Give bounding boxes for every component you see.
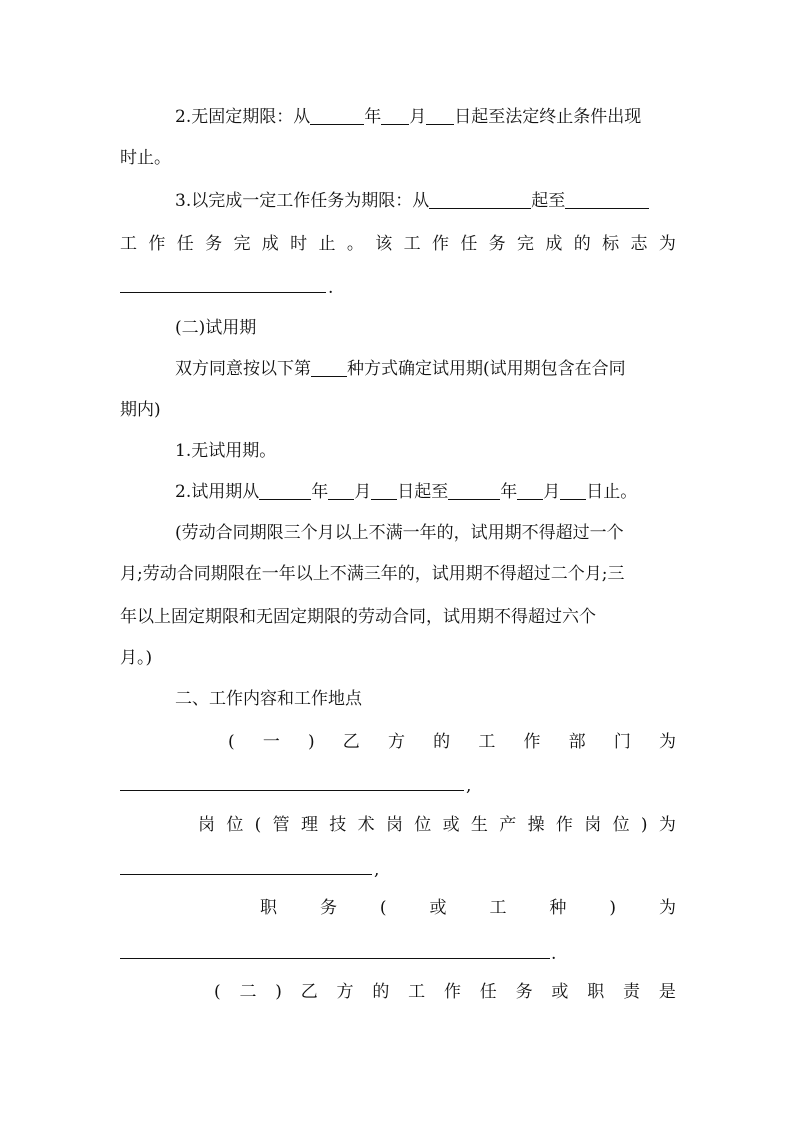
blank-completion-mark[interactable] bbox=[120, 291, 326, 293]
char: 种 bbox=[549, 898, 567, 918]
text: 起至 bbox=[531, 191, 566, 211]
char: 二 bbox=[239, 982, 257, 1002]
line-job-title bbox=[260, 893, 676, 923]
char: 成 bbox=[545, 234, 563, 254]
text: 月 bbox=[543, 482, 561, 502]
char: 完 bbox=[517, 234, 535, 254]
line-fixed-term-none bbox=[175, 102, 676, 132]
char: 工 bbox=[403, 234, 421, 254]
blank-start[interactable] bbox=[429, 188, 531, 209]
line-duties bbox=[214, 977, 676, 1007]
char: 或 bbox=[551, 982, 569, 1002]
blank-year[interactable] bbox=[259, 479, 311, 500]
char: 责 bbox=[623, 982, 641, 1002]
char: 乙 bbox=[300, 982, 318, 1002]
text: 3.以完成一定工作任务为期限：从 bbox=[175, 191, 430, 211]
char: 的 bbox=[372, 982, 390, 1002]
char: 工 bbox=[408, 982, 426, 1002]
char: 岗 bbox=[584, 815, 602, 835]
char: ( bbox=[214, 982, 221, 1002]
char: 工 bbox=[120, 234, 137, 254]
char: 产 bbox=[499, 815, 517, 835]
char: 成 bbox=[261, 234, 279, 254]
blank-day[interactable] bbox=[560, 479, 586, 500]
char: 该 bbox=[375, 234, 393, 254]
note-line-1: (劳动合同期限三个月以上不满一年的，试用期不得超过一个 bbox=[175, 523, 624, 543]
text: 年 bbox=[500, 482, 518, 502]
blank-day[interactable] bbox=[371, 479, 397, 500]
char: ( bbox=[254, 815, 262, 835]
text: 年 bbox=[364, 107, 382, 127]
char: 的 bbox=[573, 234, 591, 254]
char: 为 bbox=[658, 898, 676, 918]
char: 为 bbox=[658, 815, 676, 835]
char: 任 bbox=[460, 234, 478, 254]
char: 务 bbox=[319, 898, 337, 918]
char: ) bbox=[640, 815, 648, 835]
note-line-3: 年以上固定期限和无固定期限的劳动合同，试用期不得超过六个 bbox=[120, 607, 596, 627]
char: 完 bbox=[233, 234, 251, 254]
char: 是 bbox=[658, 982, 676, 1002]
char: ( bbox=[228, 732, 235, 752]
char: 位 bbox=[612, 815, 630, 835]
char: 位 bbox=[226, 815, 244, 835]
char: 方 bbox=[387, 732, 405, 752]
blank-end[interactable] bbox=[565, 188, 649, 209]
note-line-2: 月;劳动合同期限在一年以上不满三年的，试用期不得超过二个月;三 bbox=[120, 564, 625, 584]
char: 作 bbox=[555, 815, 573, 835]
char: 或 bbox=[429, 898, 447, 918]
line-department bbox=[228, 727, 676, 757]
char: 作 bbox=[523, 732, 541, 752]
char: 生 bbox=[470, 815, 488, 835]
heading-probation: (二)试用期 bbox=[175, 318, 257, 338]
text: 年 bbox=[311, 482, 329, 502]
text: 日止。 bbox=[586, 482, 638, 502]
blank-month[interactable] bbox=[381, 104, 409, 125]
char: ) bbox=[275, 982, 282, 1002]
comma: , bbox=[374, 860, 380, 880]
char: 理 bbox=[300, 815, 318, 835]
line-probation-method bbox=[175, 354, 676, 384]
char: 岗 bbox=[198, 815, 215, 835]
char: 职 bbox=[260, 898, 277, 918]
text: 月 bbox=[354, 482, 372, 502]
blank-year[interactable] bbox=[310, 104, 364, 125]
char: 止 bbox=[318, 234, 336, 254]
char: 工 bbox=[478, 732, 496, 752]
blank-month[interactable] bbox=[517, 479, 543, 500]
char: 为 bbox=[658, 234, 676, 254]
line-8: 期内) bbox=[120, 400, 161, 420]
line-task-term bbox=[175, 186, 676, 216]
period: . bbox=[328, 278, 334, 298]
option-no-probation: 1.无试用期。 bbox=[175, 441, 277, 461]
text: 日起至法定终止条件出现 bbox=[454, 107, 642, 127]
char: 乙 bbox=[342, 732, 360, 752]
char: 职 bbox=[587, 982, 605, 1002]
char: 为 bbox=[659, 732, 676, 752]
note-line-4: 月。) bbox=[120, 648, 153, 668]
text: 种方式确定试用期(试用期包含在合同 bbox=[347, 359, 626, 379]
char: 务 bbox=[205, 234, 223, 254]
char: 门 bbox=[613, 732, 631, 752]
char: ) bbox=[307, 732, 315, 752]
char: 方 bbox=[336, 982, 354, 1002]
char: 时 bbox=[290, 234, 308, 254]
char: 部 bbox=[568, 732, 586, 752]
heading-work-content: 二、工作内容和工作地点 bbox=[175, 689, 362, 709]
option-probation-period bbox=[175, 477, 676, 507]
period: . bbox=[551, 944, 557, 964]
blank-year[interactable] bbox=[448, 479, 500, 500]
char: ) bbox=[609, 898, 616, 918]
char: 作 bbox=[431, 234, 449, 254]
blank-month[interactable] bbox=[328, 479, 354, 500]
char: ( bbox=[379, 898, 387, 918]
line-task-completion bbox=[120, 229, 676, 259]
char: 标 bbox=[602, 234, 620, 254]
char: 作 bbox=[148, 234, 166, 254]
blank-day[interactable] bbox=[426, 104, 454, 125]
char: 位 bbox=[414, 815, 432, 835]
char: 一 bbox=[262, 732, 280, 752]
char: 务 bbox=[515, 982, 533, 1002]
comma: , bbox=[466, 776, 472, 796]
text: 2.无固定期限：从 bbox=[175, 107, 311, 127]
line-2: 时止。 bbox=[120, 148, 171, 168]
char: 任 bbox=[479, 982, 497, 1002]
blank-job-title[interactable] bbox=[120, 957, 550, 959]
char: 工 bbox=[489, 898, 507, 918]
text: 双方同意按以下第 bbox=[175, 359, 311, 379]
text: 月 bbox=[409, 107, 427, 127]
char: 术 bbox=[357, 815, 375, 835]
char: 。 bbox=[346, 234, 364, 254]
blank-position[interactable] bbox=[120, 873, 372, 875]
char: 或 bbox=[442, 815, 460, 835]
text: 日起至 bbox=[397, 482, 449, 502]
char: 管 bbox=[272, 815, 290, 835]
char: 务 bbox=[488, 234, 506, 254]
line-position bbox=[198, 810, 676, 840]
char: 操 bbox=[527, 815, 545, 835]
text: 2.试用期从 bbox=[175, 482, 260, 502]
char: 的 bbox=[433, 732, 451, 752]
char: 任 bbox=[176, 234, 194, 254]
char: 岗 bbox=[385, 815, 403, 835]
char: 志 bbox=[630, 234, 648, 254]
char: 技 bbox=[329, 815, 347, 835]
char: 作 bbox=[443, 982, 461, 1002]
blank-department[interactable] bbox=[120, 789, 464, 791]
blank-method[interactable] bbox=[311, 356, 347, 377]
